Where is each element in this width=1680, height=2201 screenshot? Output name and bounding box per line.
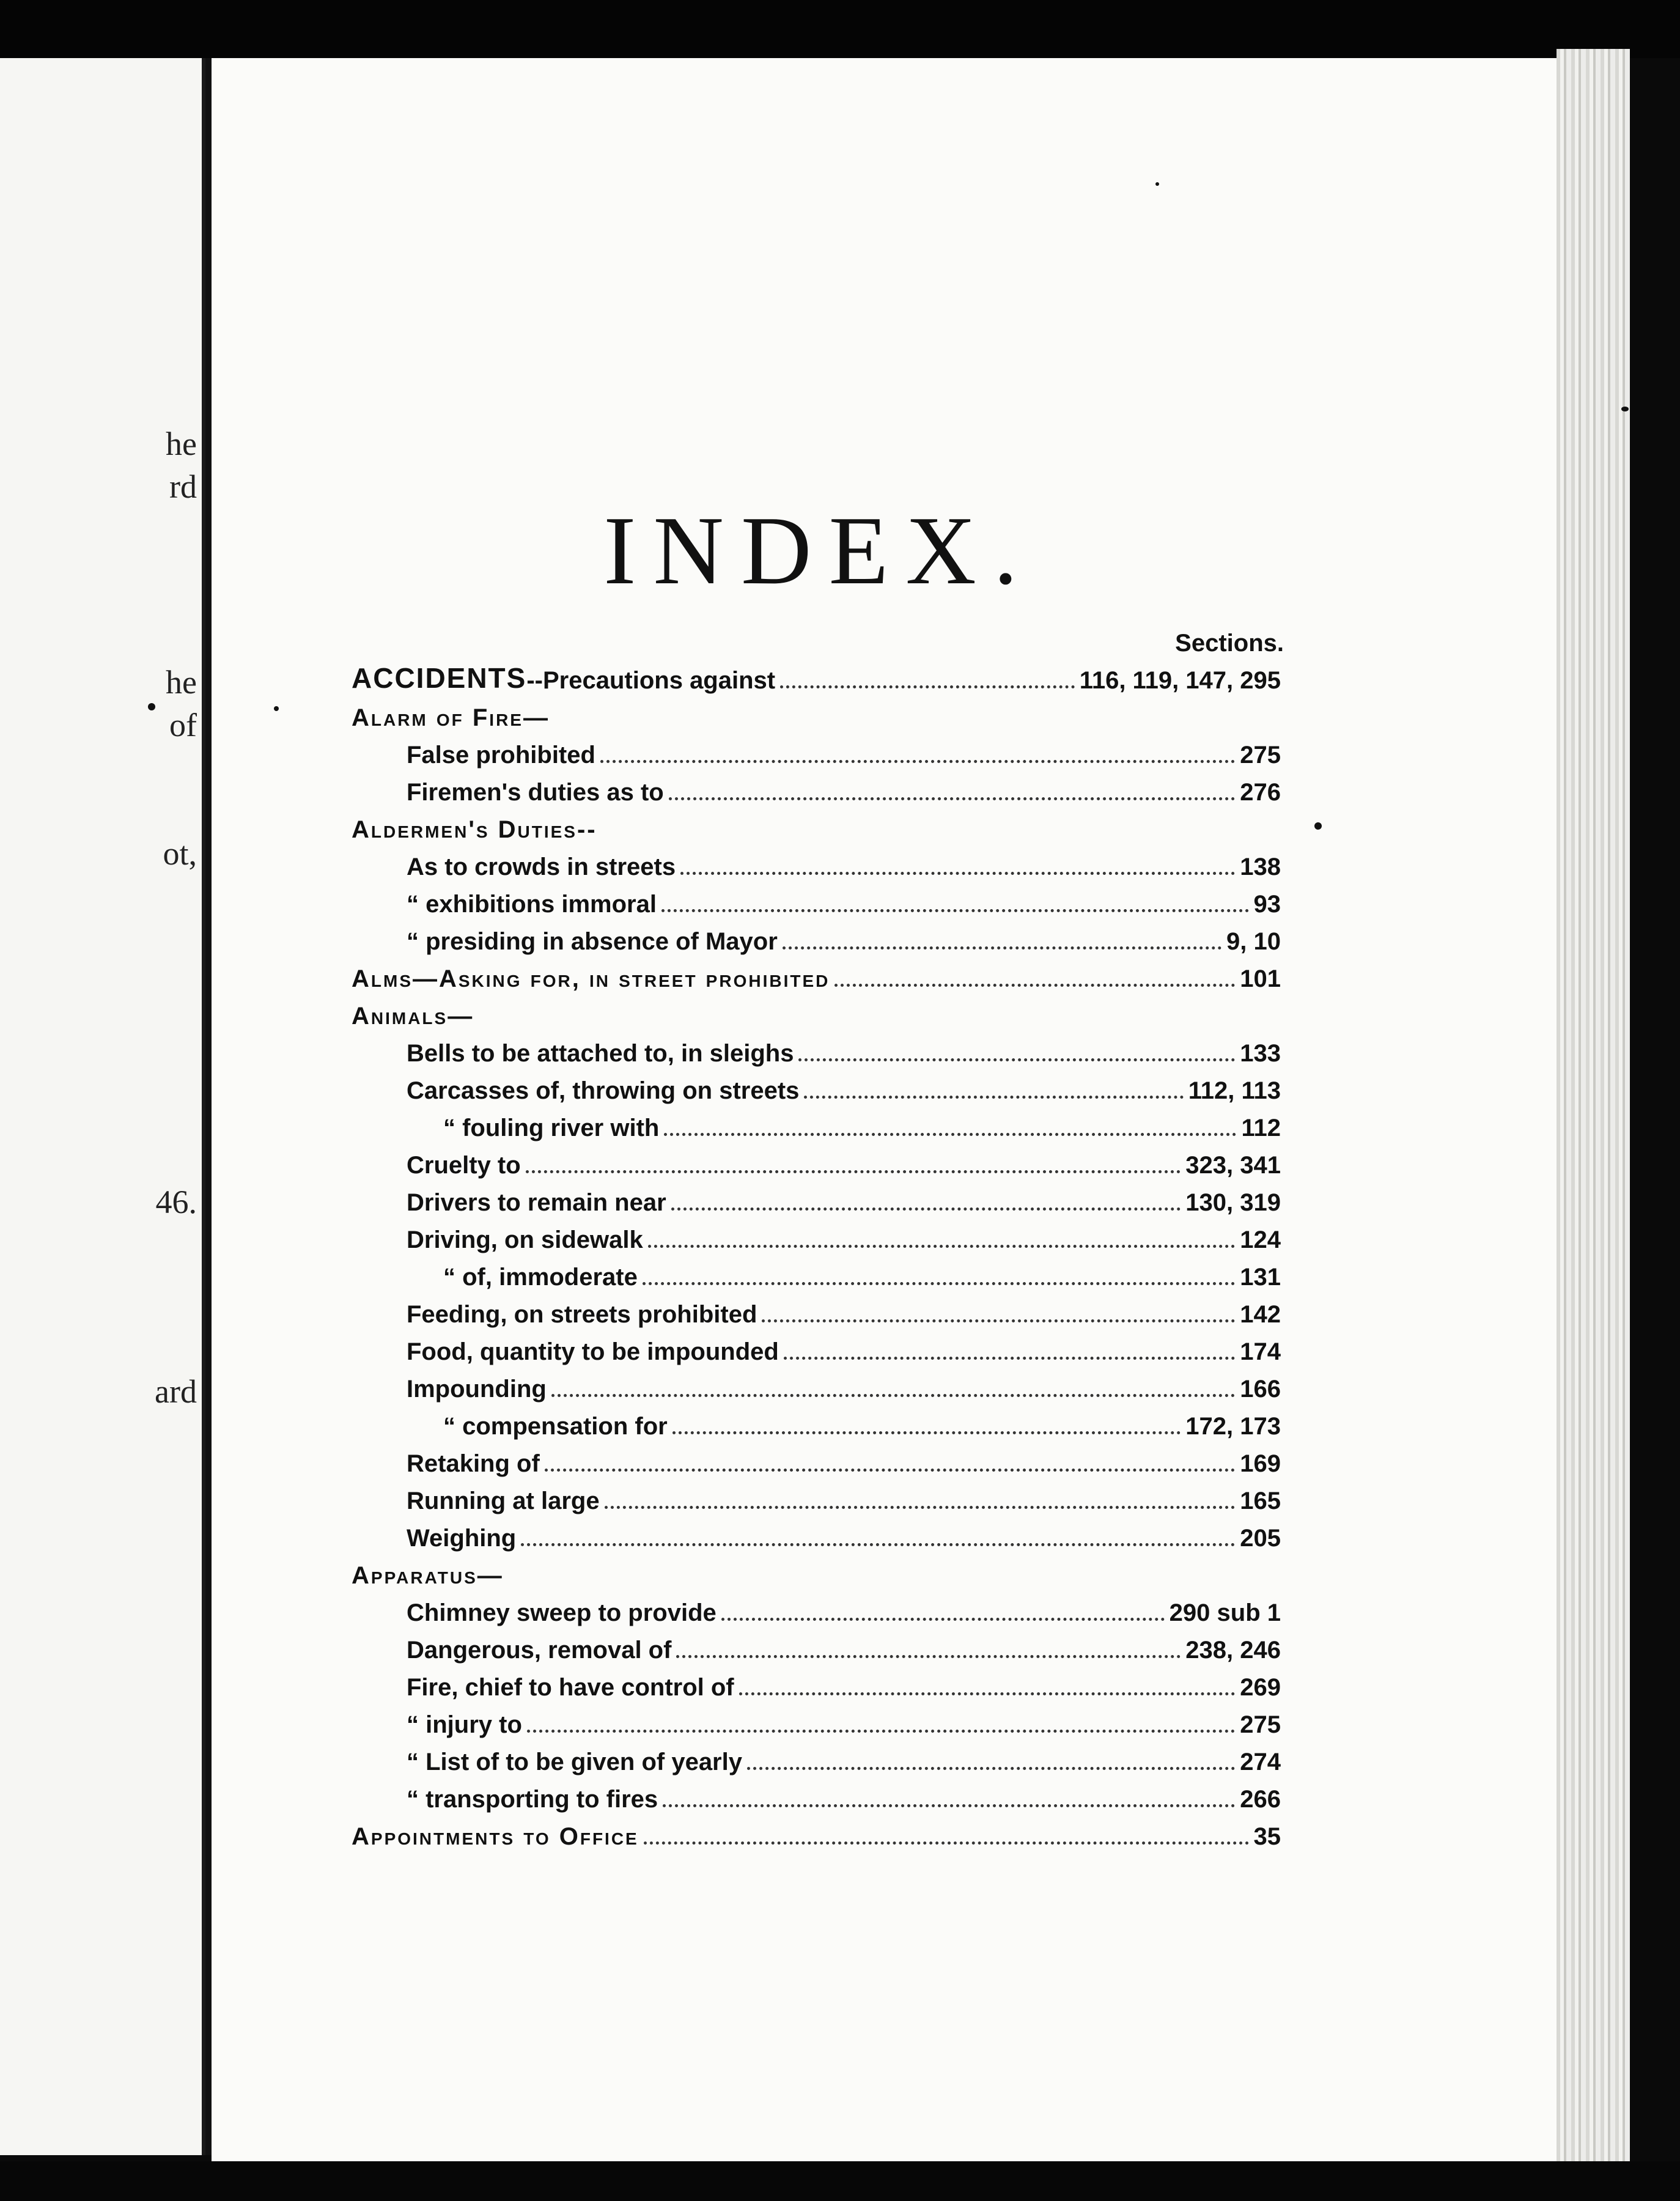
index-entry <box>352 1329 1281 1366</box>
index-entry-label: “ fouling river with <box>443 1115 660 1141</box>
index-entry <box>352 1552 1281 1590</box>
index-entry-label: Driving, on sidewalk <box>407 1226 643 1253</box>
index-entry-label: As to crowds in streets <box>407 853 676 880</box>
book-spine <box>205 58 212 2155</box>
dot-leader <box>521 1543 1235 1546</box>
index-entry-label: Appointments to Office <box>352 1823 639 1850</box>
left-page-fragment: rd <box>169 468 197 505</box>
index-entry <box>352 1366 1281 1403</box>
index-entry-label: Chimney sweep to provide <box>407 1599 717 1626</box>
dot-leader <box>526 1170 1181 1173</box>
left-page-fragment: he <box>166 664 197 701</box>
dot-leader <box>834 984 1235 987</box>
left-page <box>0 58 205 2155</box>
page-edges <box>1557 49 1630 2170</box>
index-entry <box>352 1440 1281 1478</box>
index-entry-label: “ compensation for <box>443 1413 668 1440</box>
dot-leader <box>804 1096 1183 1099</box>
index-entry <box>352 657 1281 695</box>
index-entry <box>352 1105 1281 1142</box>
index-entry-label: “ List of to be given of yearly <box>407 1749 742 1775</box>
section-reference: 172, 173 <box>1185 1413 1281 1440</box>
dot-leader <box>762 1319 1235 1322</box>
section-reference: 174 <box>1240 1338 1281 1365</box>
index-entry <box>352 1403 1281 1440</box>
index-entry-label: Cruelty to <box>407 1152 521 1179</box>
index-entry-label: False prohibited <box>407 742 595 769</box>
index-entry-label: Carcasses of, throwing on streets <box>407 1077 800 1104</box>
left-page-fragment: he <box>166 426 197 462</box>
scan-speck <box>1314 822 1322 830</box>
index-entry <box>352 806 1281 844</box>
section-reference: 35 <box>1253 1823 1281 1850</box>
section-reference: 275 <box>1240 742 1281 769</box>
dot-leader <box>739 1692 1236 1695</box>
section-reference: 133 <box>1240 1040 1281 1067</box>
scan-top-border <box>0 0 1680 58</box>
dot-leader <box>663 1804 1235 1807</box>
section-reference: 93 <box>1253 891 1281 918</box>
section-reference: 9, 10 <box>1226 928 1281 955</box>
index-entry <box>352 769 1281 806</box>
index-entry-label: Feeding, on streets prohibited <box>407 1301 757 1328</box>
section-reference: 274 <box>1240 1749 1281 1775</box>
index-entry-label: “ exhibitions immoral <box>407 891 657 918</box>
section-reference: 131 <box>1240 1264 1281 1291</box>
index-entry <box>352 695 1281 732</box>
dot-leader <box>644 1842 1249 1845</box>
section-reference: 142 <box>1240 1301 1281 1328</box>
index-entry-label: Fire, chief to have control of <box>407 1674 734 1701</box>
index-list <box>352 657 1281 1851</box>
index-entry-label: Aldermen's Duties-- <box>352 816 597 843</box>
dot-leader <box>721 1618 1165 1621</box>
index-entry-label: Weighing <box>407 1525 517 1552</box>
scan-bottom-border <box>0 2161 1680 2201</box>
section-reference: 275 <box>1240 1711 1281 1738</box>
index-entry-label: Alarm of Fire— <box>352 704 550 731</box>
dot-leader <box>676 1655 1181 1658</box>
index-entry <box>352 918 1281 956</box>
index-entry-label: “ of, immoderate <box>443 1264 638 1291</box>
index-entry-label: Retaking of <box>407 1450 540 1477</box>
section-reference: 269 <box>1240 1674 1281 1701</box>
index-entry <box>352 732 1281 769</box>
index-entry <box>352 1179 1281 1217</box>
dot-leader <box>783 946 1221 949</box>
dot-leader <box>605 1506 1236 1509</box>
section-reference: 169 <box>1240 1450 1281 1477</box>
index-entry-label: Alms—Asking for, in street prohibited <box>352 965 830 992</box>
dot-leader <box>780 685 1075 688</box>
section-reference: 116, 119, 147, 295 <box>1079 667 1281 694</box>
index-entry <box>352 1291 1281 1329</box>
left-page-fragment: ard <box>155 1373 197 1410</box>
sections-column-header: Sections. <box>1175 630 1284 657</box>
index-entry <box>352 1217 1281 1254</box>
section-reference: 124 <box>1240 1226 1281 1253</box>
index-entry <box>352 1664 1281 1701</box>
index-entry <box>352 1515 1281 1552</box>
dot-leader <box>545 1469 1235 1472</box>
index-entry <box>352 1813 1281 1851</box>
index-entry-label: ACCIDENTS <box>352 662 527 694</box>
index-entry-label: Drivers to remain near <box>407 1189 666 1216</box>
left-page-fragment: 46. <box>155 1184 197 1220</box>
section-reference: 166 <box>1240 1376 1281 1403</box>
index-entry-label: “ injury to <box>407 1711 522 1738</box>
dot-leader <box>680 872 1235 875</box>
index-entry <box>352 993 1281 1030</box>
index-entry-label: Food, quantity to be impounded <box>407 1338 779 1365</box>
dot-leader <box>600 760 1235 763</box>
dot-leader <box>671 1207 1181 1211</box>
index-entry <box>352 1590 1281 1627</box>
index-entry <box>352 1478 1281 1515</box>
section-reference: 238, 246 <box>1185 1637 1281 1664</box>
scan-speck <box>1155 182 1159 186</box>
index-entry <box>352 1701 1281 1739</box>
index-entry <box>352 1254 1281 1291</box>
dot-leader <box>551 1394 1235 1397</box>
index-entry-label: Bells to be attached to, in sleighs <box>407 1040 794 1067</box>
dot-leader <box>798 1058 1235 1061</box>
index-entry-label: “ presiding in absence of Mayor <box>407 928 778 955</box>
index-entry <box>352 1627 1281 1664</box>
index-entry-label: Animals— <box>352 1003 474 1030</box>
section-reference: 205 <box>1240 1525 1281 1552</box>
index-entry <box>352 1776 1281 1813</box>
dot-leader <box>527 1730 1235 1733</box>
index-entry-label: Dangerous, removal of <box>407 1637 672 1664</box>
dot-leader <box>643 1282 1235 1285</box>
index-entry-label: Impounding <box>407 1376 547 1403</box>
index-entry-label: Apparatus— <box>352 1562 504 1589</box>
section-reference: 112, 113 <box>1188 1077 1281 1104</box>
index-entry <box>352 844 1281 881</box>
left-page-fragment: ot, <box>163 835 197 872</box>
dot-leader <box>784 1357 1235 1360</box>
section-reference: 138 <box>1240 853 1281 880</box>
index-entry <box>352 1142 1281 1179</box>
dot-leader <box>669 797 1236 800</box>
section-reference: 323, 341 <box>1185 1152 1281 1179</box>
section-reference: 290 sub 1 <box>1169 1599 1281 1626</box>
index-entry <box>352 1739 1281 1776</box>
section-reference: 276 <box>1240 779 1281 806</box>
left-page-fragment: of <box>169 707 197 743</box>
index-entry <box>352 1030 1281 1067</box>
section-reference: 130, 319 <box>1185 1189 1281 1216</box>
scan-speck <box>148 703 155 710</box>
section-reference: 112 <box>1241 1115 1281 1141</box>
index-entry-subtitle: --Precautions against <box>526 667 776 694</box>
dot-leader <box>664 1133 1236 1136</box>
index-entry <box>352 1067 1281 1105</box>
dot-leader <box>648 1245 1235 1248</box>
section-reference: 165 <box>1240 1488 1281 1514</box>
section-reference: 266 <box>1240 1786 1281 1813</box>
index-entry <box>352 956 1281 993</box>
index-entry-label: Firemen's duties as to <box>407 779 664 806</box>
scan-speck <box>274 706 279 711</box>
dot-leader <box>672 1431 1181 1434</box>
section-reference: 101 <box>1240 965 1281 992</box>
scan-speck <box>1621 407 1629 411</box>
index-entry <box>352 881 1281 918</box>
index-entry-label: Running at large <box>407 1488 600 1514</box>
index-entry-label: “ transporting to fires <box>407 1786 658 1813</box>
page-title: INDEX. <box>603 496 1035 605</box>
dot-leader <box>661 909 1249 912</box>
dot-leader <box>747 1767 1235 1770</box>
